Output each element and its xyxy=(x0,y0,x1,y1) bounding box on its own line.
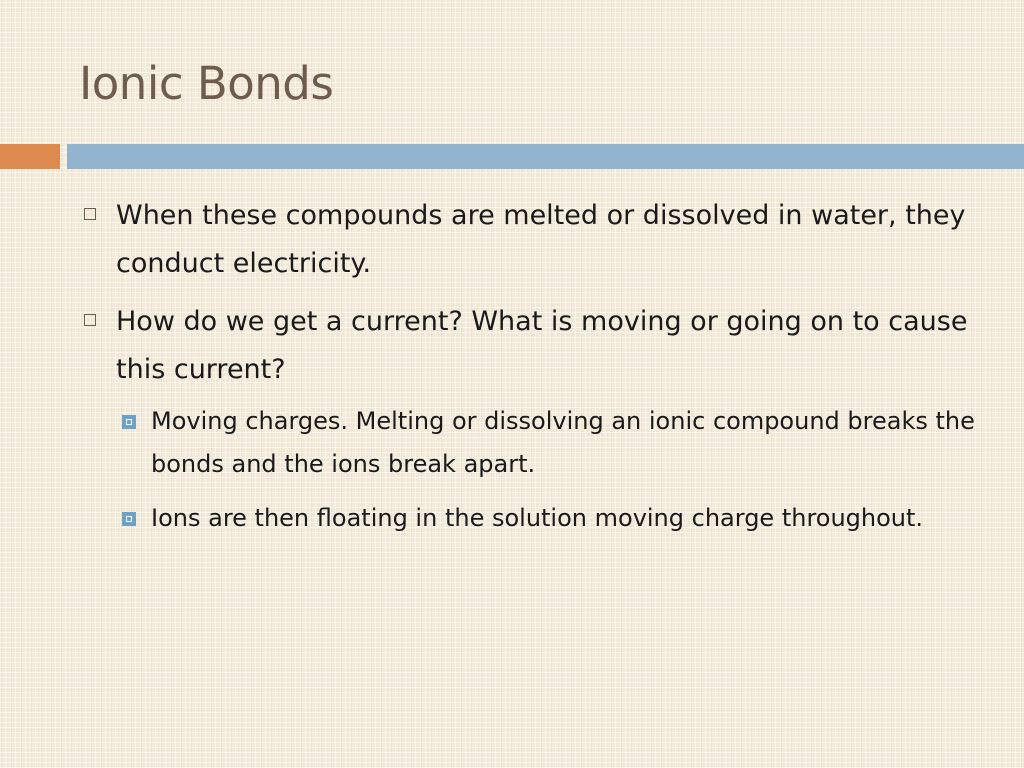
slide-title: Ionic Bonds xyxy=(79,57,334,110)
bullet-item xyxy=(78,298,978,394)
sub-bullet-item xyxy=(113,400,978,486)
slide-content xyxy=(78,192,978,551)
square-bullet-icon xyxy=(84,208,96,220)
bullet-item xyxy=(78,192,978,288)
sub-bullet-text: Ions are then floating in the solution moving charge throughout. xyxy=(151,504,924,532)
bullet-text: How do we get a current? What is moving or going on to cause this current? xyxy=(116,306,968,385)
bullet-text: When these compounds are melted or dissolved in water, they conduct electricity. xyxy=(116,200,966,279)
square-bullet-icon xyxy=(84,314,96,326)
accent-bar-blue xyxy=(67,144,1024,169)
sub-bullet-list xyxy=(113,400,978,540)
sub-bullet-text: Moving charges. Melting or dissolving an ionic compound breaks the bonds and the ions break apart. xyxy=(151,407,975,478)
accent-bar-orange xyxy=(0,144,60,169)
filled-square-bullet-icon xyxy=(122,512,136,526)
sub-bullet-item xyxy=(113,497,978,540)
filled-square-bullet-icon xyxy=(122,415,136,429)
